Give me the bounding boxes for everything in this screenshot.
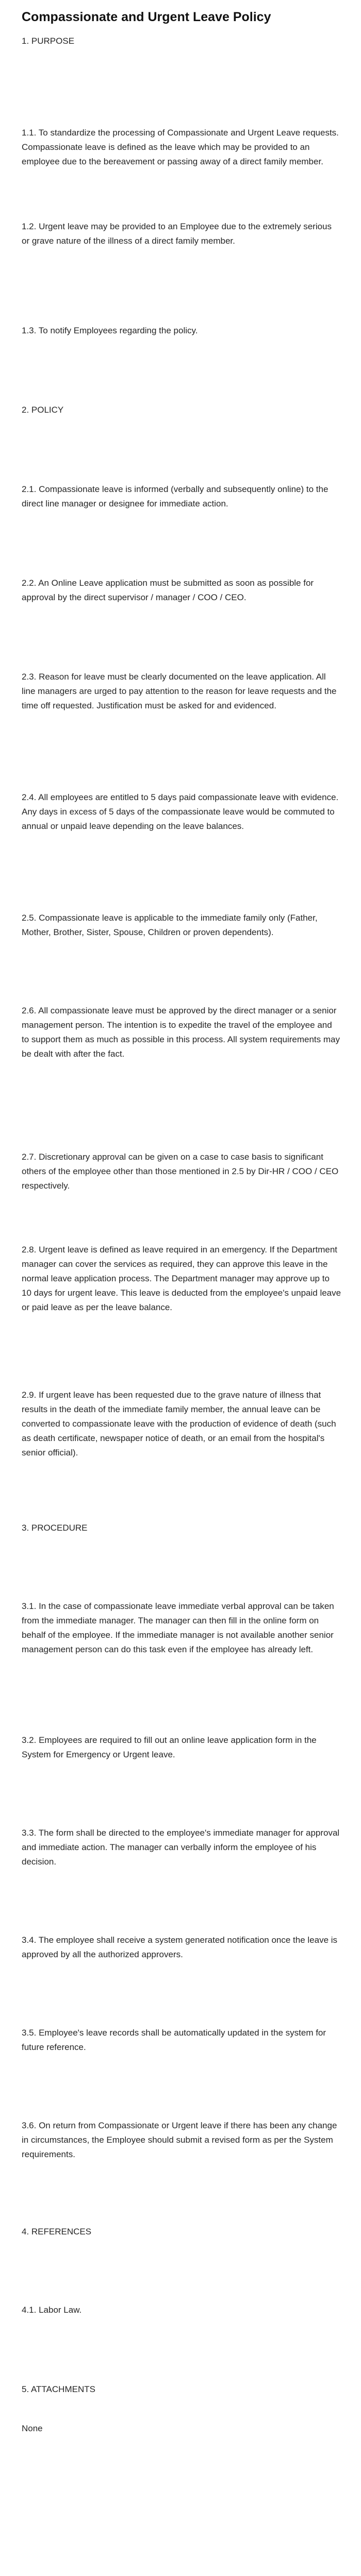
paragraph-2-3: 2.3. Reason for leave must be clearly documented on the leave application. All line managers are urged to pay attention to the reason for leave requests and the time off requested. Justification must be asked for and evidenced.: [22, 672, 337, 710]
section-heading-references: 4. REFERENCES: [22, 2227, 92, 2236]
paragraph-2-4: 2.4. All employees are entitled to 5 days paid compassionate leave with evidence. Any days in excess of 5 days of the compassionate leave would be commuted to annual or unpaid leave depending on the leave balances.: [22, 792, 339, 831]
paragraph-3-6: 3.6. On return from Compassionate or Urgent leave if there has been any change in circumstances, the Employee should submit a revised form as per the System requirements.: [22, 2121, 337, 2159]
paragraph-2-6: 2.6. All compassionate leave must be approved by the direct manager or a senior management person. The intention is to expedite the travel of the employee and to support them as much as possible in this process. All system requirements may be dealt with after the fact.: [22, 1006, 340, 1059]
document-title: Compassionate and Urgent Leave Policy: [22, 10, 271, 24]
paragraph-1-3: 1.3. To notify Employees regarding the policy.: [22, 326, 198, 335]
section-heading-procedure: 3. PROCEDURE: [22, 1523, 88, 1533]
attachments-value: None: [22, 2424, 43, 2433]
paragraph-1-1: 1.1. To standardize the processing of Compassionate and Urgent Leave requests. Compassionate leave is defined as the leave which may be provided to an employee due to the bereavement or passing away of a direct family member.: [22, 128, 339, 166]
paragraph-2-9: 2.9. If urgent leave has been requested due to the grave nature of illness that results in the death of the immediate family member, the annual leave can be converted to compassionate leave with the production of evidence of death (such as death certificate, newspaper notice of death, or an email from the hospital's senior official).: [22, 1390, 336, 1458]
section-heading-purpose: 1. PURPOSE: [22, 36, 75, 46]
paragraph-3-5: 3.5. Employee's leave records shall be automatically updated in the system for future reference.: [22, 2028, 326, 2052]
paragraph-3-2: 3.2. Employees are required to fill out an online leave application form in the System for Emergency or Urgent leave.: [22, 1735, 317, 1759]
paragraph-1-2: 1.2. Urgent leave may be provided to an Employee due to the extremely serious or grave nature of the illness of a direct family member.: [22, 222, 332, 246]
section-heading-policy: 2. POLICY: [22, 405, 64, 415]
paragraph-3-4: 3.4. The employee shall receive a system generated notification once the leave is approved by all the authorized approvers.: [22, 1935, 338, 1959]
paragraph-2-5: 2.5. Compassionate leave is applicable to the immediate family only (Father, Mother, Brother, Sister, Spouse, Children or proven dependents).: [22, 913, 318, 937]
paragraph-2-8: 2.8. Urgent leave is defined as leave required in an emergency. If the Department manager can cover the services as required, they can approve this leave in the normal leave application process. The Department manager may approve up to 10 days for urgent leave. This leave is deducted from the employee's unpaid leave or paid leave as per the leave balance.: [22, 1245, 341, 1312]
paragraph-3-1: 3.1. In the case of compassionate leave immediate verbal approval can be taken from the immediate manager. The manager can then fill in the online form on behalf of the employee. If the immediate manager is not available another senior management person can do this task even if the employee has already left.: [22, 1601, 334, 1654]
section-heading-attachments: 5. ATTACHMENTS: [22, 2384, 95, 2394]
paragraph-2-7: 2.7. Discretionary approval can be given on a case to case basis to significant others of the employee other than those mentioned in 2.5 by Dir-HR / COO / CEO respectively.: [22, 1152, 339, 1191]
paragraph-2-1: 2.1. Compassionate leave is informed (verbally and subsequently online) to the direct line manager or designee for immediate action.: [22, 484, 329, 509]
paragraph-3-3: 3.3. The form shall be directed to the employee's immediate manager for approval and immediate action. The manager can verbally inform the employee of his decision.: [22, 1828, 340, 1867]
paragraph-2-2: 2.2. An Online Leave application must be submitted as soon as possible for approval by the direct supervisor / manager / COO / CEO.: [22, 578, 314, 602]
paragraph-4-1: 4.1. Labor Law.: [22, 2305, 82, 2315]
